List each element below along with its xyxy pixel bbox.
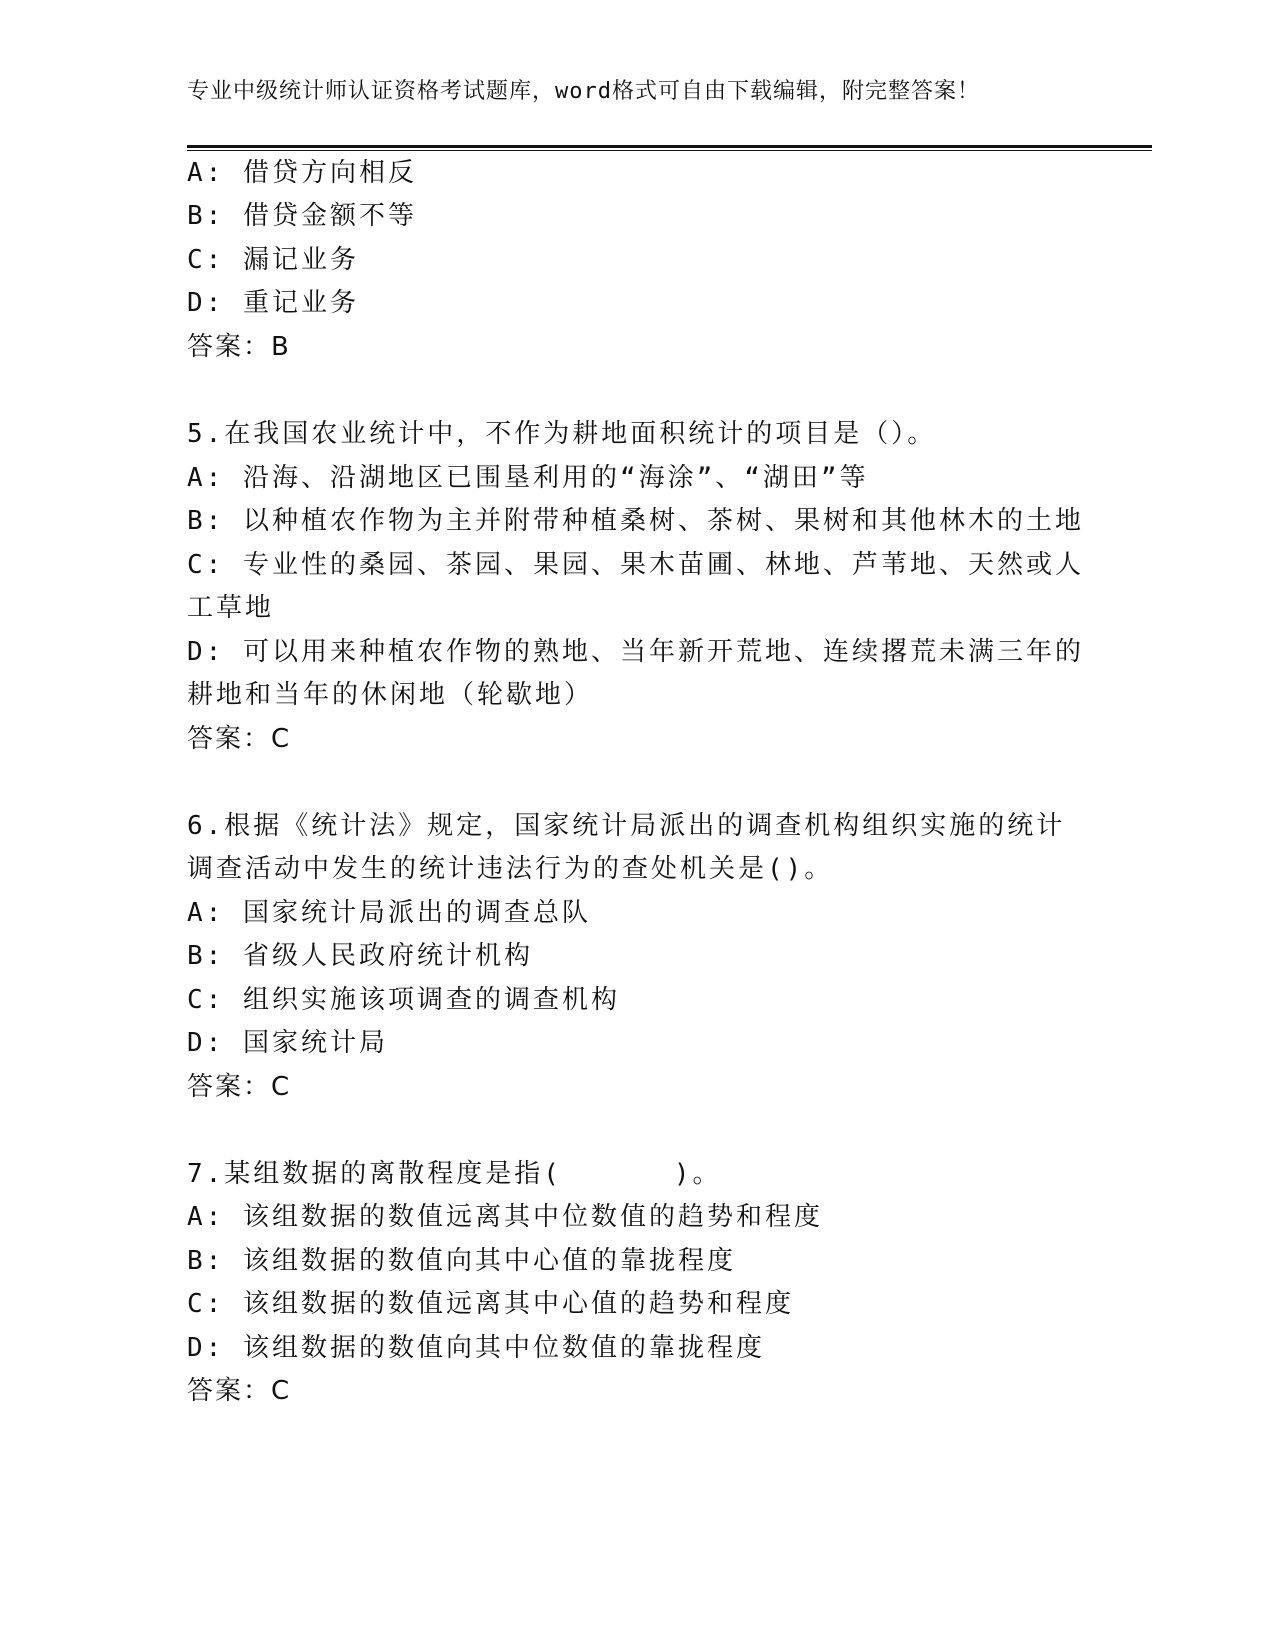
q7-option-b: B: 该组数据的数值向其中心值的靠拢程度 <box>187 1246 736 1276</box>
prev-question-option-a: A: 借贷方向相反 <box>187 158 417 188</box>
prev-question-option-d: D: 重记业务 <box>187 288 359 318</box>
q5-option-a: A: 沿海、沿湖地区已围垦利用的“海涂”、“湖田”等 <box>187 463 869 493</box>
page-header: 专业中级统计师认证资格考试题库，word格式可自由下载编辑，附完整答案！ <box>187 79 980 104</box>
prev-question-answer: 答案：B <box>187 332 291 362</box>
q6-option-b: B: 省级人民政府统计机构 <box>187 941 533 971</box>
header-rule-thin <box>187 150 1152 151</box>
header-rule-thick <box>187 145 1152 148</box>
q7-option-c: C: 该组数据的数值远离其中心值的趋势和程度 <box>187 1289 794 1319</box>
q6-option-a: A: 国家统计局派出的调查总队 <box>187 898 591 928</box>
q6-option-c: C: 组织实施该项调查的调查机构 <box>187 985 620 1015</box>
q6-answer: 答案：C <box>187 1072 292 1102</box>
q7-option-a: A: 该组数据的数值远离其中位数值的趋势和程度 <box>187 1202 823 1232</box>
q5-option-d-line1: D: 可以用来种植农作物的熟地、当年新开荒地、连续撂荒未满三年的 <box>187 637 1084 667</box>
prev-question-option-b: B: 借贷金额不等 <box>187 201 417 231</box>
q6-stem-line2: 调查活动中发生的统计违法行为的查处机关是()。 <box>187 854 834 884</box>
q5-option-b: B: 以种植农作物为主并附带种植桑树、茶树、果树和其他林木的土地 <box>187 506 1084 536</box>
q5-option-c-line1: C: 专业性的桑园、茶园、果园、果木苗圃、林地、芦苇地、天然或人 <box>187 550 1084 580</box>
q6-option-d: D: 国家统计局 <box>187 1028 388 1058</box>
q5-option-d-line2: 耕地和当年的休闲地（轮歇地） <box>187 680 594 710</box>
q5-stem: 5.在我国农业统计中，不作为耕地面积统计的项目是（）。 <box>187 419 937 449</box>
q5-option-c-line2: 工草地 <box>187 593 275 623</box>
q7-answer: 答案：C <box>187 1376 292 1406</box>
q5-answer: 答案：C <box>187 724 292 754</box>
q6-stem-line1: 6.根据《统计法》规定，国家统计局派出的调查机构组织实施的统计 <box>187 811 1066 841</box>
q7-stem: 7.某组数据的离散程度是指( )。 <box>187 1159 722 1189</box>
prev-question-option-c: C: 漏记业务 <box>187 245 359 275</box>
q7-option-d: D: 该组数据的数值向其中位数值的靠拢程度 <box>187 1333 765 1363</box>
